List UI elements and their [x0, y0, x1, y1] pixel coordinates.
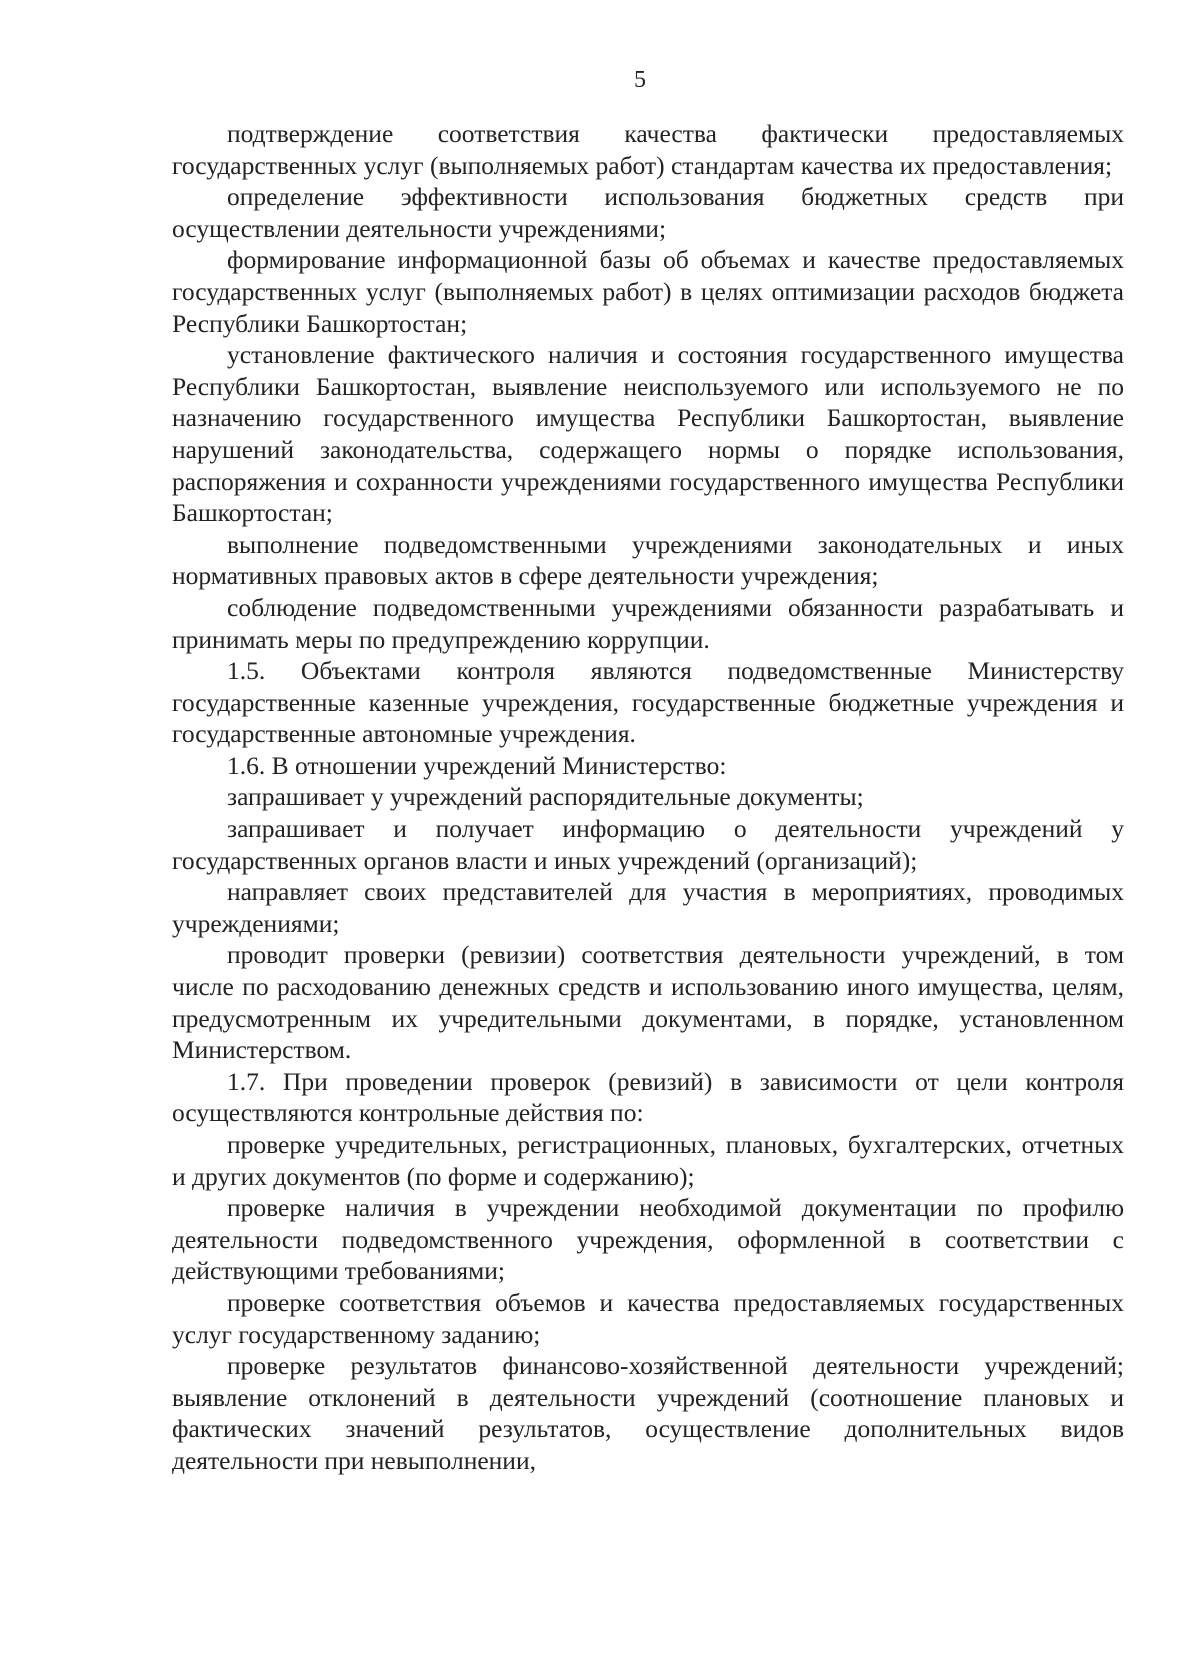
document-body — [172, 118, 1124, 1477]
paragraph-section-1-6: 1.6. В отношении учреждений Министерство: — [227, 750, 727, 780]
paragraph: проверке соответствия объемов и качества предоставляемых государственных услуг государственному заданию; — [172, 1287, 1124, 1349]
paragraph-section-1-5: 1.5. Объектами контроля являются подведомственные Министерству государственные казенные учреждения, государственные бюджетные учреждения и государственные автономные учреждения. — [172, 656, 1124, 749]
paragraph: проверке учредительных, регистрационных, плановых, бухгалтерских, отчетных и других документов (по форме и содержанию); — [172, 1130, 1124, 1191]
paragraph: формирование информационной базы об объемах и качестве предоставляемых государственных услуг (выполняемых работ) в целях оптимизации расходов бюджета Республики Башкортостан; — [172, 245, 1124, 338]
paragraph: определение эффективности использования бюджетных средств при осуществлении деятельности учреждениями; — [172, 182, 1124, 243]
paragraph: выполнение подведомственными учреждениями законодательных и иных нормативных правовых актов в сфере деятельности учреждения; — [172, 529, 1124, 591]
paragraph: запрашивает у учреждений распорядительные документы; — [227, 782, 864, 812]
page-number: 5 — [634, 67, 646, 93]
paragraph: соблюдение подведомственными учреждениями обязанности разрабатывать и принимать меры по предупреждению коррупции. — [172, 592, 1124, 654]
paragraph-section-1-7: 1.7. При проведении проверок (ревизий) в зависимости от цели контроля осуществляются контрольные действия по: — [172, 1066, 1124, 1128]
paragraph: запрашивает и получает информацию о деятельности учреждений у государственных органов власти и иных учреждений (организаций); — [172, 814, 1124, 875]
paragraph: направляет своих представителей для участия в мероприятиях, проводимых учреждениями; — [172, 877, 1124, 938]
paragraph: установление фактического наличия и состояния государственного имущества Республики Башкортостан, выявление неиспользуемого или используемого не по назначению государственного имущества Республики Башкортостан, выявление нарушений законодательства, содержащего нормы о порядке использования, распоряжения и сохранности учреждениями государственного имущества Республики Башкортостан; — [172, 340, 1124, 528]
paragraph: подтверждение соответствия качества фактически предоставляемых государственных услуг (выполняемых работ) стандартам качества их предоставления; — [172, 119, 1124, 180]
paragraph: проверке результатов финансово-хозяйственной деятельности учреждений; выявление отклонений в деятельности учреждений (соотношение плановых и фактических значений результатов, осуществление дополнительных видов деятельности при невыполнении, — [172, 1351, 1124, 1475]
paragraph: проводит проверки (ревизии) соответствия деятельности учреждений, в том числе по расходованию денежных средств и использованию иного имущества, целям, предусмотренным их учредительными документами, в порядке, установленном Министерством. — [172, 940, 1124, 1065]
paragraph: проверке наличия в учреждении необходимой документации по профилю деятельности подведомственного учреждения, оформленной в соответствии с действующими требованиями; — [172, 1193, 1124, 1286]
